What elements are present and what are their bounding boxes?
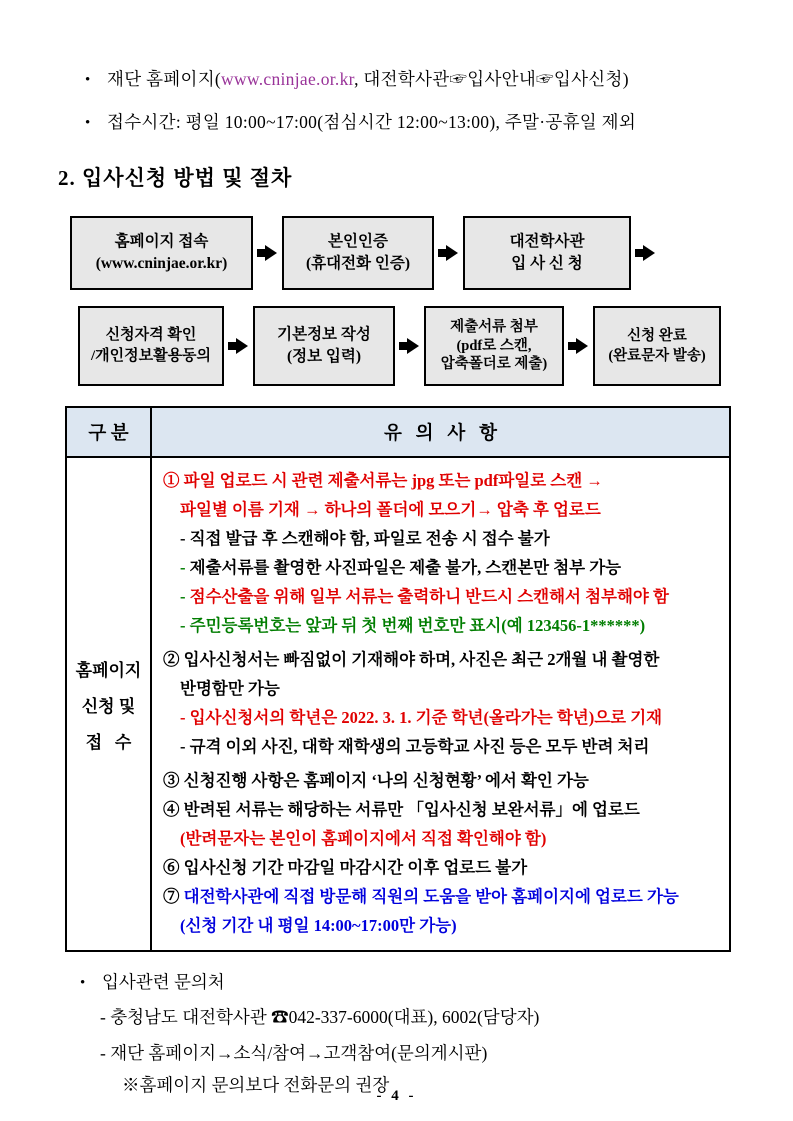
flow-step — [78, 306, 224, 386]
notice-line — [160, 553, 727, 582]
notice-line — [160, 795, 727, 824]
notice-line — [160, 524, 727, 553]
notice-segment: 파일별 이름 기재 → 하나의 폴더에 모으기→ 압축 후 업로드 — [180, 500, 601, 519]
notice-segment: 주민등록번호는 앞과 뒤 첫 번째 번호만 표시(예 123456-1******) — [189, 616, 646, 635]
notice-line — [160, 495, 727, 524]
arrow-right-icon — [228, 338, 249, 354]
notice-segment: - 입사신청서의 학년은 2022. 3. 1. 기준 학년(올라가는 학년)으로 기재 — [180, 708, 663, 727]
notice-segment: 반명함만 가능 — [180, 679, 280, 698]
notice-segment: - 직접 발급 후 스캔해야 함, 파일로 전송 시 접수 불가 — [180, 529, 550, 548]
arrow-right-icon — [635, 245, 656, 261]
flow-step-line: (pdf로 스캔, — [456, 337, 532, 354]
homepage-bullet — [85, 58, 753, 101]
contact-line: - 재단 홈페이지→소식/참여→고객참여(문의게시판) — [100, 1043, 488, 1063]
notice-segment: - — [180, 616, 190, 635]
notice-line — [160, 853, 727, 882]
flow-step-line: (www.cninjae.or.kr) — [95, 255, 228, 272]
bullet-icon: • — [85, 115, 91, 131]
notice-segment: - 규격 이외 사진, 대학 재학생의 고등학교 사진 등은 모두 반려 처리 — [180, 737, 650, 756]
flow-step-line: 기본정보 작성 — [277, 326, 371, 344]
flow-step-line: (완료문자 발송) — [608, 348, 706, 364]
bullet-icon: • — [80, 975, 86, 991]
contact-note: ※홈페이지 문의보다 전화문의 권장 — [122, 1075, 390, 1095]
contact-section — [80, 966, 793, 1099]
notice-line — [160, 582, 727, 611]
notice-segment: ⑦ — [163, 887, 184, 906]
table-row-label-line: 접 수 — [85, 732, 132, 752]
flow-step-line: 압축폴더로 제출) — [440, 356, 548, 373]
table-row-content — [152, 458, 729, 950]
bullet-icon: • — [85, 72, 91, 88]
table-row-label-line: 신청 및 — [81, 696, 136, 716]
notice-segment: ③ 신청진행 사항은 홈페이지 ‘나의 신청현황’ 에서 확인 가능 — [163, 771, 589, 790]
notice-line — [160, 674, 727, 703]
contact-title-text: 입사관련 문의처 — [102, 972, 225, 992]
notice-segment: (신청 기간 내 평일 14:00~17:00만 가능) — [180, 916, 457, 935]
notice-segment: ② 입사신청서는 빠짐없이 기재해야 하며, 사진은 최근 2개월 내 촬영한 — [163, 650, 660, 669]
notice-line — [160, 645, 727, 674]
section-title: 2. 입사신청 방법 및 절차 — [58, 166, 293, 190]
flow-step-line: 본인인증 — [328, 233, 388, 251]
notice-segment: ⑥ 입사신청 기간 마감일 마감시간 이후 업로드 불가 — [163, 858, 528, 877]
notice-line — [160, 466, 727, 495]
notice-segment: 점수산출을 위해 일부 서류는 출력하니 반드시 스캔해서 첨부해야 함 — [189, 587, 669, 606]
top-bullet-list — [0, 0, 793, 144]
flow-step — [593, 306, 721, 386]
flow-step — [253, 306, 395, 386]
flow-step-line: 제출서류 첨부 — [450, 318, 538, 335]
notice-segment: - — [180, 558, 190, 577]
table-header-notes: 유 의 사 항 — [383, 424, 498, 444]
notice-segment: 대전학사관에 직접 방문해 직원의 도움을 받아 홈페이지에 업로드 가능 — [183, 887, 679, 906]
hours-bullet — [85, 101, 753, 144]
contact-title — [80, 966, 793, 999]
notice-line — [160, 882, 727, 911]
contact-lines — [80, 999, 793, 1071]
arrow-right-icon — [257, 245, 278, 261]
flow-step — [70, 216, 253, 290]
flow-step-line: 신청 완료 — [627, 327, 687, 344]
notice-line — [160, 911, 727, 940]
flow-step-line: /개인정보활용동의 — [90, 348, 212, 364]
notice-line — [160, 732, 727, 761]
notice-line — [160, 766, 727, 795]
notice-segment: - — [180, 587, 190, 606]
notice-segment: (반려문자는 본인이 홈페이지에서 직접 확인해야 함) — [180, 829, 547, 848]
notice-table — [65, 406, 731, 952]
arrow-right-icon — [568, 338, 589, 354]
flow-step — [424, 306, 564, 386]
contact-line: - 충청남도 대전학사관 ☎042-337-6000(대표), 6002(담당자) — [100, 1007, 540, 1027]
flowchart-row-1 — [70, 216, 793, 290]
arrow-right-icon — [399, 338, 420, 354]
notice-line — [160, 611, 727, 640]
table-body-row — [67, 458, 729, 950]
flow-step-line: 입 사 신 청 — [511, 255, 583, 272]
flow-step-line: 신청자격 확인 — [105, 327, 197, 343]
notice-segment: 제출서류를 촬영한 사진파일은 제출 불가, 스캔본만 첨부 가능 — [189, 558, 622, 577]
homepage-bullet-prefix: 재단 홈페이지( — [107, 69, 222, 89]
flow-step-line: (정보 입력) — [286, 348, 362, 365]
hours-bullet-text: 접수시간: 평일 10:00~17:00(점심시간 12:00~13:00), 주말·공휴일 제외 — [107, 112, 637, 132]
flow-step-line: (휴대전화 인증) — [305, 255, 411, 272]
flow-step — [463, 216, 631, 290]
arrow-right-icon — [438, 245, 459, 261]
flowchart-row-2 — [78, 306, 793, 386]
notice-line — [160, 824, 727, 853]
homepage-url: www.cninjae.or.kr — [221, 69, 355, 89]
flow-step-line: 대전학사관 — [509, 233, 585, 251]
table-row-label-line: 홈페이지 — [75, 660, 142, 680]
table-header-category: 구 분 — [67, 408, 152, 456]
flow-step-line: 홈페이지 접속 — [114, 233, 209, 251]
notice-segment: ① 파일 업로드 시 관련 제출서류는 jpg 또는 pdf파일로 스캔 → — [163, 471, 603, 490]
table-header-row — [67, 408, 729, 458]
homepage-bullet-suffix: , 대전학사관☞입사안내☞입사신청) — [354, 69, 629, 89]
flow-step — [282, 216, 434, 290]
notice-line — [160, 703, 727, 732]
page-number: - 4 - — [376, 1088, 417, 1104]
notice-segment: ④ 반려된 서류는 해당하는 서류만 「입사신청 보완서류」에 업로드 — [163, 800, 640, 819]
table-row-label — [67, 458, 152, 950]
